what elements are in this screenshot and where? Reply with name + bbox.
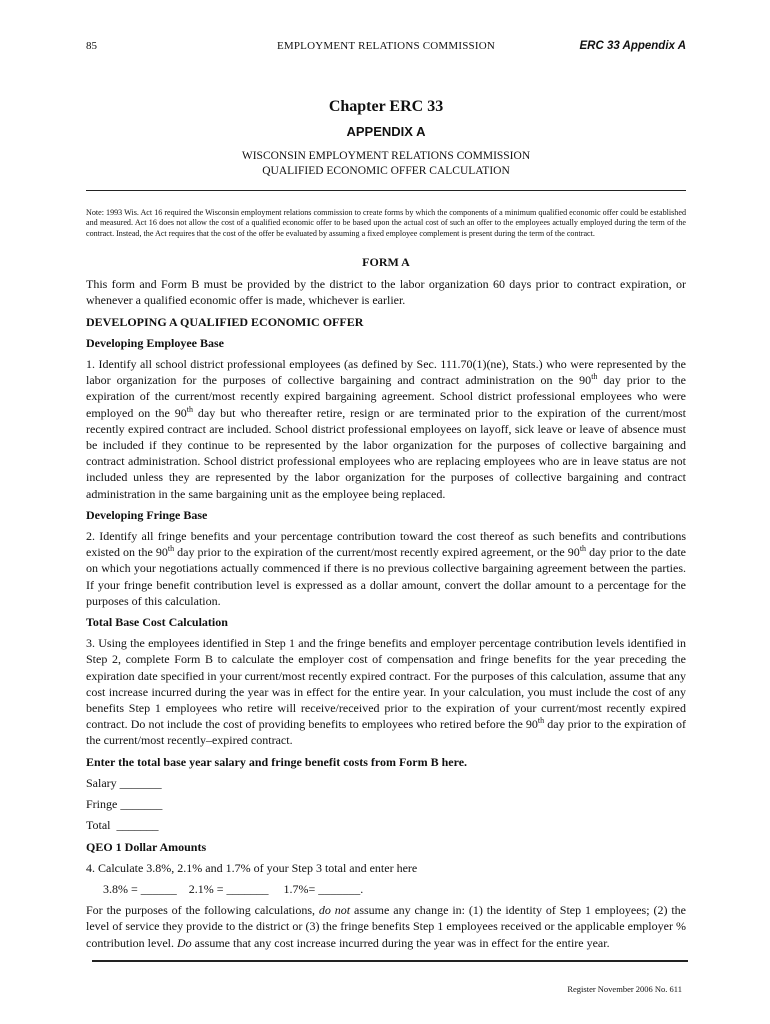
title-divider	[86, 190, 686, 191]
total-base-heading: Total Base Cost Calculation	[86, 615, 228, 630]
qeo1-heading: QEO 1 Dollar Amounts	[86, 839, 207, 854]
qeo1-calculation-fields: 3.8% = ______ 2.1% = _______ 1.7%= _______.	[103, 881, 364, 896]
form-a-heading: FORM A	[362, 255, 410, 269]
enter-total-instruction: Enter the total base year salary and fringe benefit costs from Form B here.	[86, 754, 468, 769]
qeo1-instruction: 4. Calculate 3.8%, 2.1% and 1.7% of your Step 3 total and enter here	[86, 860, 418, 875]
running-header	[86, 40, 686, 56]
chapter-title: Chapter ERC 33	[328, 98, 444, 115]
header-section: ERC 33 Appendix A	[579, 40, 686, 52]
final-paragraph: For the purposes of the following calculations, do not assume any change in: (1) the identity of Step 1 employees; (2) the level of service they provide to the district or (3) the fringe benefits Step 1 employees received or the applicable employer % contribution level. Do assume that any cost increase incurred during the year was in effect for the entire year.	[86, 903, 686, 950]
employee-base-heading: Developing Employee Base	[86, 335, 224, 350]
header-title: EMPLOYMENT RELATIONS COMMISSION	[276, 40, 496, 52]
commission-title: WISCONSIN EMPLOYMENT RELATIONS COMMISSION	[241, 150, 531, 162]
salary-field: Salary _______	[86, 775, 162, 790]
footer-divider	[92, 960, 688, 962]
note-paragraph: Note: 1993 Wis. Act 16 required the Wisconsin employment relations commission to create forms by which the components of a minimum qualified economic offer could be established and measured. Act 16 does not allow the cost of a qualified economic offer to be based upon the actual cost of such an offer to the employees actually employed during the term of the contract. Instead, the Act requires that the cost of the offer be evaluated by assuming a fixed employee complement is present during the term of the contract.	[86, 208, 686, 238]
total-base-paragraph: 3. Using the employees identified in Step 1 and the fringe benefits and employer percentage contribution levels identified in Step 2, complete Form B to calculate the employer cost of compensation and fringe benefits for the year preceding the expiration date specified in your current/most recently expired contract. For the purposes of this calculation, assume that any cost increase incurred during the year was in effect for the entire year. In your calculation, you must include the cost of any benefits Step 1 employees who retire will receive/received prior to the expiration of your current/most recently expired contract. Do not include the cost of providing benefits to employees who retired before the 90th day prior to the expiration of the current/most recently–expired contract.	[86, 636, 686, 748]
fringe-base-paragraph: 2. Identify all fringe benefits and your percentage contribution toward the cost thereof as such benefits and contributions existed on the 90th day prior to the expiration of the current/most recently expired agreement, or the 90th day prior to the date on which your negotiations actually commenced if there is no previous collective bargaining agreement between the parties. If your fringe benefit contribution level is expressed as a dollar amount, convert the dollar amount to a percentage for the purposes of this calculation.	[86, 529, 686, 608]
developing-qeo-heading: DEVELOPING A QUALIFIED ECONOMIC OFFER	[86, 314, 364, 329]
fringe-field: Fringe _______	[86, 797, 163, 812]
employee-base-paragraph: 1. Identify all school district professional employees (as defined by Sec. 111.70(1)(ne), Stats.) who were represented by the labor organization for the purposes of collective bargaining and contract administration on the 90th day prior to the expiration of the current/most recently expired bargaining agreement. School district professional employees who were employed on the 90th day but who thereafter retire, resign or are terminated prior to the expiration of the current/most recently expired contract are included. School district professional employees on layoff, sick leave or leave of absence must be included if they continue to be represented by the labor organization for the purposes of collective bargaining and contract administration. School district professional employees who are replacing employees who are in leave status are not included unless they are represented by the labor organization for the purposes of collective bargaining and contract administration in the same bargaining unit as the employee being replaced.	[86, 357, 686, 501]
appendix-title: APPENDIX A	[346, 124, 426, 139]
page-number: 85	[86, 40, 97, 52]
calculation-title: QUALIFIED ECONOMIC OFFER CALCULATION	[262, 165, 510, 177]
fringe-base-heading: Developing Fringe Base	[86, 507, 208, 522]
register-footer: Register November 2006 No. 611	[567, 984, 682, 994]
form-a-intro: This form and Form B must be provided by the district to the labor organization 60 days prior to contract expiration, or whenever a qualified economic offer is made, whichever is earlier.	[86, 277, 686, 308]
total-field: Total _______	[86, 818, 159, 833]
form-a-body	[86, 254, 686, 956]
